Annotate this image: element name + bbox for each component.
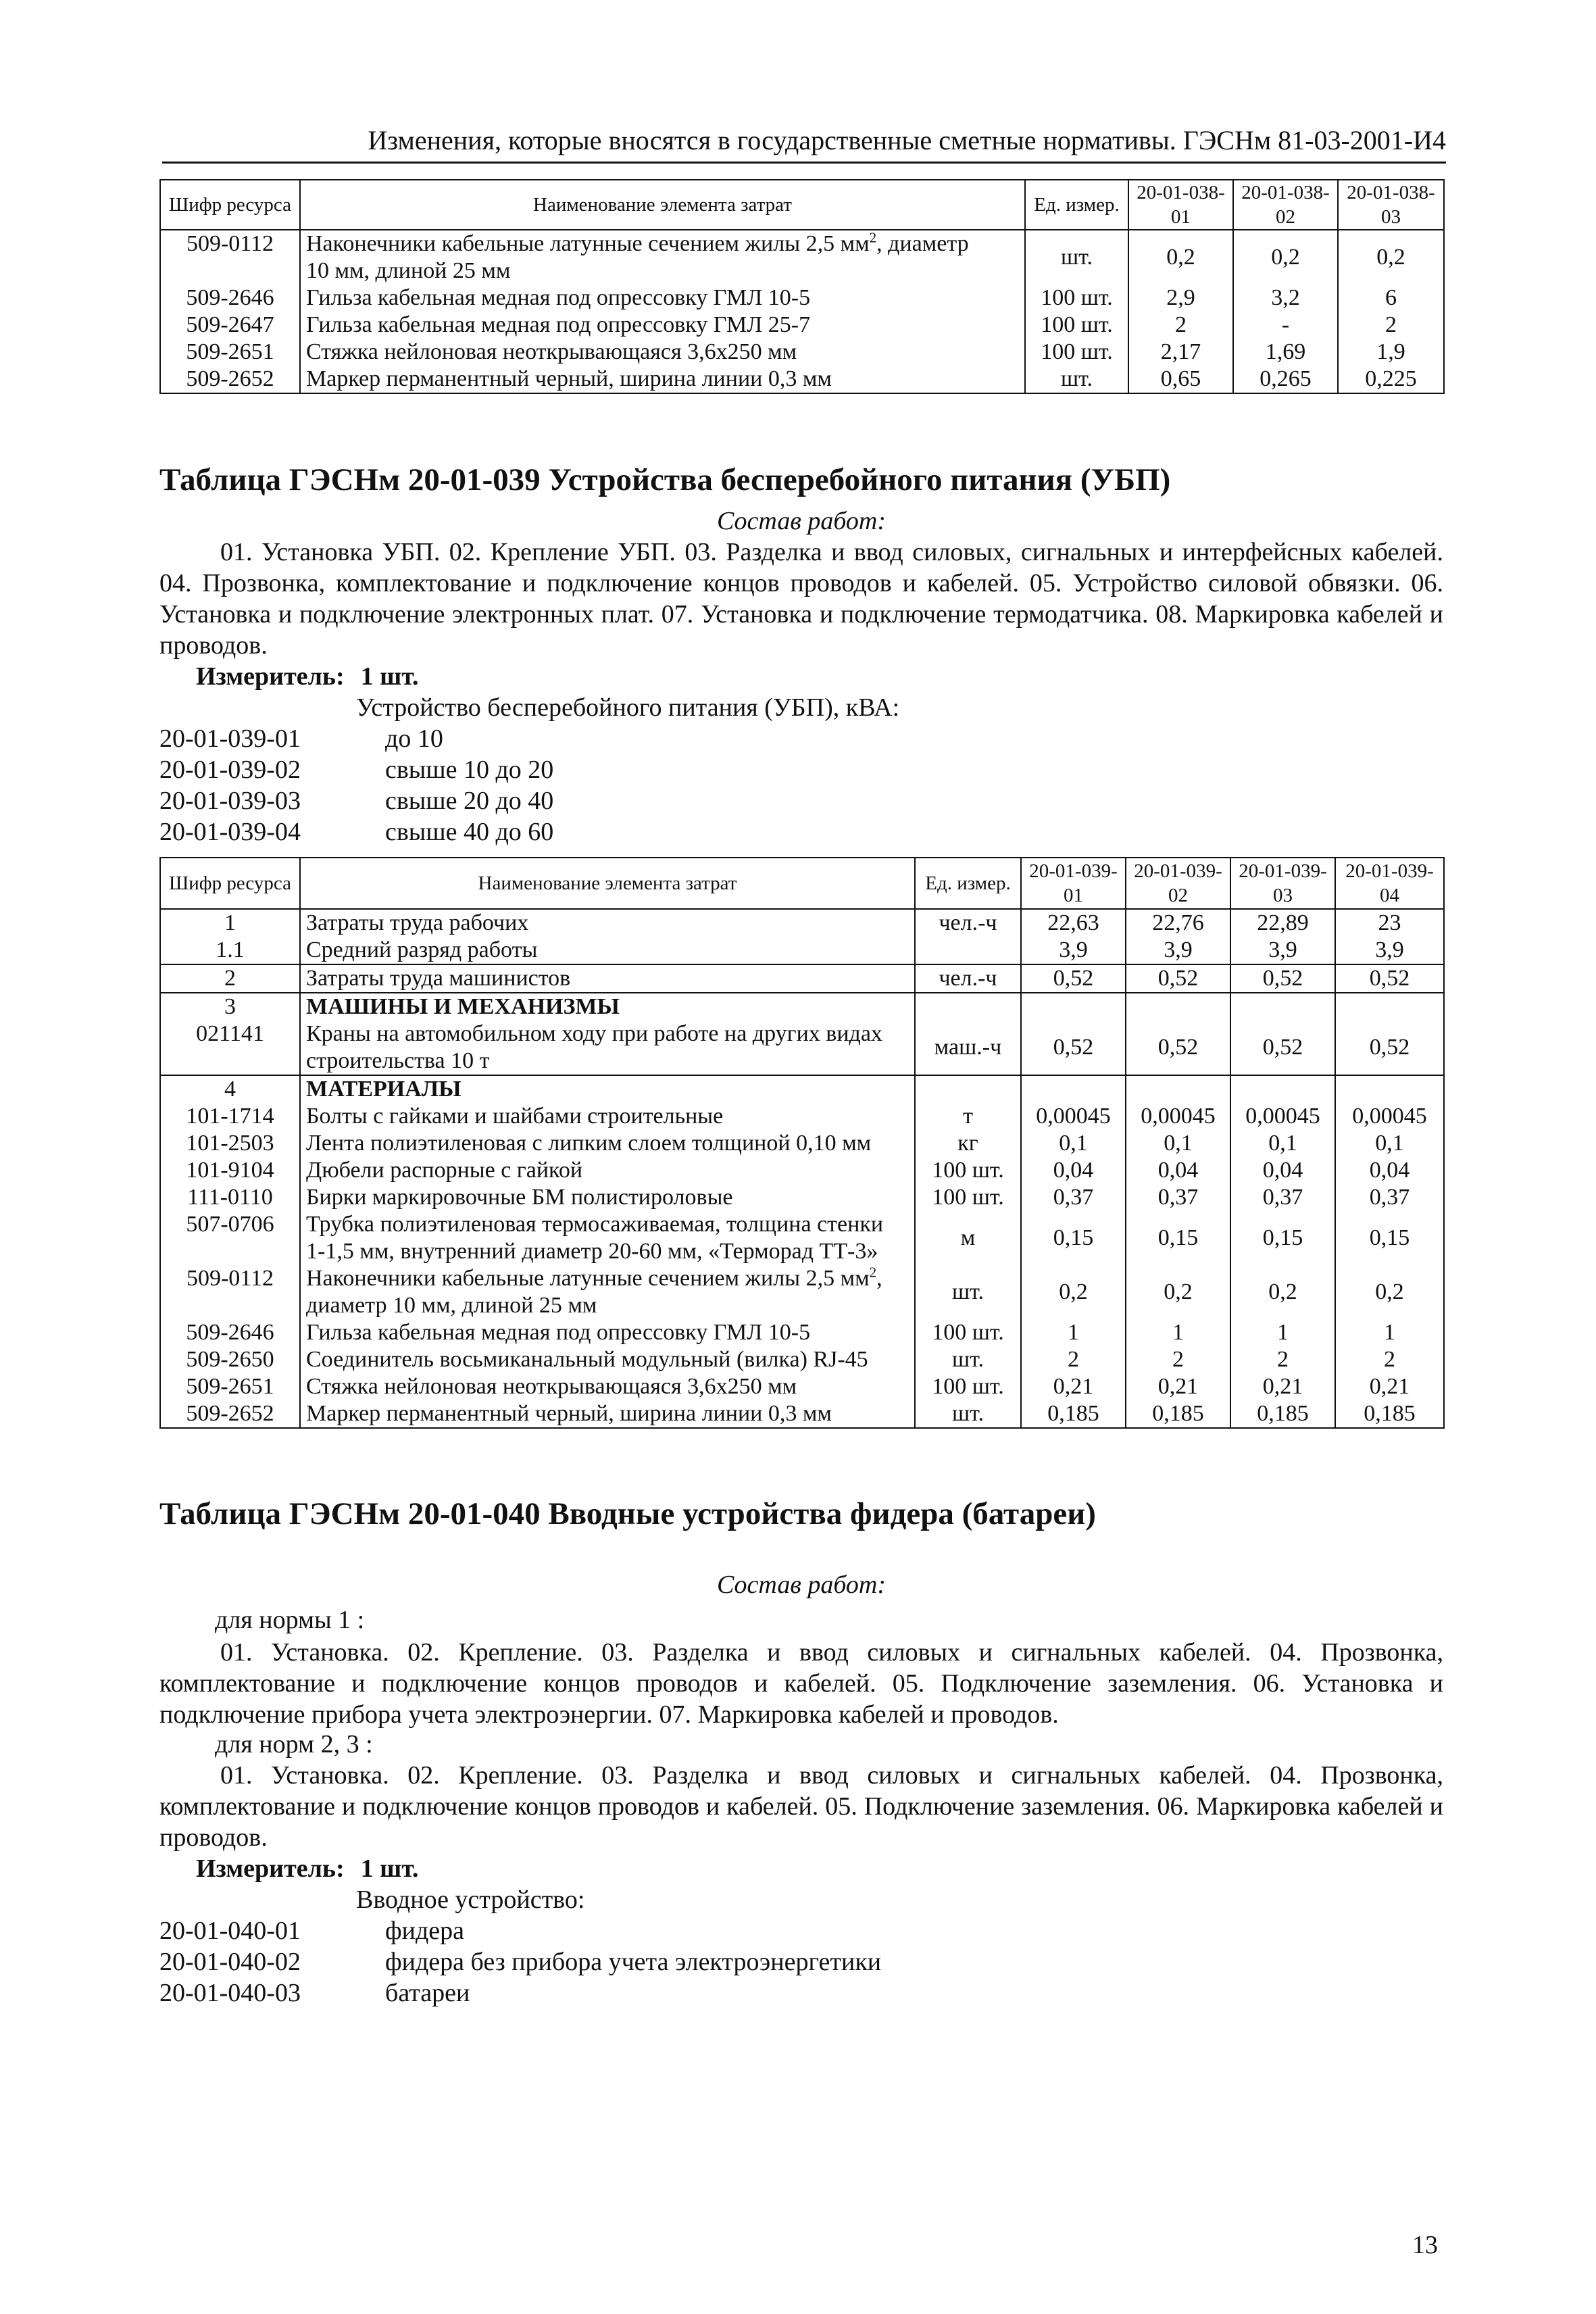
resource-unit: чел.-ч	[915, 964, 1021, 993]
resource-name: Краны на автомобильном ходу при работе на других видах	[300, 1020, 915, 1048]
resource-code: 101-2503	[160, 1130, 300, 1157]
norm-value: 3,9	[1335, 937, 1444, 964]
resource-unit: 100 шт.	[1025, 285, 1128, 312]
norm-value: 0,225	[1338, 366, 1444, 393]
norm-value: 0,37	[1230, 1184, 1335, 1211]
norm-value: -	[1233, 312, 1338, 339]
col-header-norm: 20-01-039-04	[1335, 858, 1444, 909]
crane-row	[160, 1020, 1444, 1048]
norm-value: 0,265	[1233, 366, 1338, 393]
resource-code: 509-2650	[160, 1346, 300, 1373]
resource-name-line2: 10 мм, длиной 25 мм	[300, 257, 1025, 285]
section-code: 3	[160, 993, 300, 1020]
col-header-unit: Ед. измер.	[915, 858, 1021, 909]
resource-code: 509-2646	[160, 285, 300, 312]
norm-value: 0,185	[1335, 1400, 1444, 1428]
resource-code: 509-2651	[160, 339, 300, 366]
norm-2-3-text: 01. Установка. 02. Крепление. 03. Разделка и ввод силовых и сигнальных кабелей. 04. Прозвонка, комплектование и подключение концов проводов и кабелей. 05. Подключение заземления. 06. Маркировка кабелей и проводов.	[159, 1761, 1443, 1852]
resource-name: Болты с гайками и шайбами строительные	[300, 1103, 915, 1130]
machinists-row	[160, 964, 1444, 993]
norm-code-item: 20-01-040-01 фидера	[159, 1917, 465, 1945]
resource-unit: 100 шт.	[915, 1373, 1021, 1400]
norm-code-item: 20-01-039-02 свыше 10 до 20	[159, 756, 554, 784]
norm-value: 0,00045	[1126, 1103, 1230, 1130]
resource-name: Маркер перманентный черный, ширина линии 0,3 мм	[300, 1400, 915, 1428]
col-header-norm: 20-01-039-01	[1021, 858, 1126, 909]
resource-unit: т	[915, 1103, 1021, 1130]
resource-unit: 100 шт.	[915, 1184, 1021, 1211]
col-header-code: Шифр ресурса	[160, 858, 300, 909]
norm-value: 2	[1338, 312, 1444, 339]
norm-value: 3,9	[1126, 937, 1230, 964]
table-row	[160, 312, 1444, 339]
norm-code-list	[159, 723, 553, 847]
resource-unit: маш.-ч	[915, 1020, 1021, 1075]
norm-value: 6	[1338, 285, 1444, 312]
work-composition-text: 01. Установка УБП. 02. Крепление УБП. 03. Разделка и ввод силовых, сигнальных и интерфейсных кабелей. 04. Прозвонка, комплектование и подключение концов проводов и кабелей. 05. Устройство силовой обвязки. 06. Установка и подключение электронных плат. 07. Установка и подключение термодатчика. 08. Маркировка кабелей и проводов.	[159, 538, 1443, 660]
resource-unit: шт.	[915, 1265, 1021, 1319]
norm-value: 22,89	[1230, 909, 1335, 937]
composition-label: Состав работ:	[716, 507, 887, 535]
norm-value: 0,1	[1021, 1130, 1126, 1157]
norm-value: 0,2	[1338, 230, 1444, 285]
norm-value: 0,2	[1126, 1265, 1230, 1319]
resource-code: 509-2652	[160, 366, 300, 393]
grade-row	[160, 937, 1444, 964]
section-row-machines	[160, 993, 1444, 1020]
resource-code: 1.1	[160, 937, 300, 964]
composition-label: Состав работ:	[716, 1571, 887, 1599]
labor-row	[160, 909, 1444, 937]
resource-unit: 100 шт.	[1025, 312, 1128, 339]
resource-unit	[915, 937, 1021, 964]
norm-value: 0,2	[1233, 230, 1338, 285]
norm-value: 2	[1335, 1346, 1444, 1373]
norm-1-label: для нормы 1 :	[215, 1606, 365, 1634]
resource-name: Бирки маркировочные БМ полистироловые	[300, 1184, 915, 1211]
norm-value: 0,00045	[1021, 1103, 1126, 1130]
table-title-040: Таблица ГЭСНм 20-01-040 Вводные устройства фидера (батареи)	[159, 1496, 1096, 1531]
norm-value: 0,2	[1335, 1265, 1444, 1319]
norm-value: 2	[1128, 312, 1233, 339]
resource-unit: кг	[915, 1130, 1021, 1157]
norm-value: 0,52	[1021, 964, 1126, 993]
norm-value: 0,21	[1021, 1373, 1126, 1400]
table-row	[160, 230, 1444, 257]
table-row	[160, 1373, 1444, 1400]
norm-code-list	[159, 1915, 881, 2009]
norm-value: 0,1	[1126, 1130, 1230, 1157]
norm-value: 0,52	[1335, 1020, 1444, 1075]
col-header-norm: 20-01-038-03	[1338, 180, 1444, 230]
resource-unit: шт.	[915, 1400, 1021, 1428]
norm-value: 0,21	[1335, 1373, 1444, 1400]
norm-value: 0,52	[1126, 1020, 1230, 1075]
norm-value: 0,04	[1230, 1157, 1335, 1184]
resource-code: 021141	[160, 1020, 300, 1048]
norm-value: 0,15	[1126, 1211, 1230, 1265]
col-header-norm: 20-01-039-03	[1230, 858, 1335, 909]
norm-value: 1,69	[1233, 339, 1338, 366]
norm-value: 2,17	[1128, 339, 1233, 366]
resource-code: 101-1714	[160, 1103, 300, 1130]
resource-code: 1	[160, 909, 300, 937]
norm-value: 0,21	[1126, 1373, 1230, 1400]
measure-line: Измеритель: 1 шт.	[196, 662, 419, 691]
norm-value: 2	[1126, 1346, 1230, 1373]
norm-value: 1	[1335, 1319, 1444, 1346]
norm-value: 0,37	[1335, 1184, 1444, 1211]
col-header-norm: 20-01-039-02	[1126, 858, 1230, 909]
norm-value: 22,76	[1126, 909, 1230, 937]
resource-name: Наконечники кабельные латунные сечением жилы 2,5 $мм^2$,	[300, 1265, 915, 1292]
norm-value: 0,185	[1126, 1400, 1230, 1428]
resource-unit: 100 шт.	[1025, 339, 1128, 366]
resource-name: Трубка полиэтиленовая термосаживаемая, толщина стенки	[300, 1211, 915, 1238]
table-header-row	[160, 858, 1444, 909]
resource-code: 111-0110	[160, 1184, 300, 1211]
resource-unit: шт.	[1025, 230, 1128, 285]
resource-code: 509-2646	[160, 1319, 300, 1346]
resource-code: 509-2651	[160, 1373, 300, 1400]
resource-code: 2	[160, 964, 300, 993]
norm-value: 0,52	[1021, 1020, 1126, 1075]
resource-unit: шт.	[915, 1346, 1021, 1373]
norm-value: 0,52	[1335, 964, 1444, 993]
resource-name-line2: 1-1,5 мм, внутренний диаметр 20-60 мм, «Терморад ТТ-3»	[300, 1238, 915, 1265]
resource-name-line2: строительства 10 т	[300, 1048, 915, 1075]
norm-value: 0,21	[1230, 1373, 1335, 1400]
resource-name: Соединитель восьмиканальный модульный (вилка) RJ-45	[300, 1346, 915, 1373]
norm-value: 0,52	[1126, 964, 1230, 993]
table-row	[160, 1400, 1444, 1428]
section-title: МАТЕРИАЛЫ	[300, 1075, 915, 1103]
norm-value: 0,1	[1335, 1130, 1444, 1157]
norm-code-item: 20-01-039-04 свыше 40 до 60	[159, 818, 554, 846]
resource-name: Стяжка нейлоновая неоткрывающаяся 3,6х250 мм	[300, 1373, 915, 1400]
resource-code: 507-0706	[160, 1211, 300, 1238]
table-row	[160, 1211, 1444, 1238]
resource-name: Затраты труда рабочих	[300, 909, 915, 937]
norm-value: 0,37	[1021, 1184, 1126, 1211]
resource-table-039	[159, 857, 1445, 1429]
resource-name: Наконечники кабельные латунные сечением жилы 2,5 $мм^2$, диаметр	[300, 230, 1025, 257]
table-title-039: Таблица ГЭСНм 20-01-039 Устройства бесперебойного питания (УБП)	[159, 462, 1171, 497]
norm-value: 3,9	[1230, 937, 1335, 964]
resource-code: 101-9104	[160, 1157, 300, 1184]
norm-value: 1	[1021, 1319, 1126, 1346]
table-row	[160, 1319, 1444, 1346]
norm-code-item: 20-01-040-02 фидера без прибора учета электроэнергетики	[159, 1948, 882, 1976]
device-caption: Вводное устройство:	[356, 1886, 585, 1914]
norm-value: 2	[1021, 1346, 1126, 1373]
col-header-norm: 20-01-038-02	[1233, 180, 1338, 230]
resource-name: Гильза кабельная медная под опрессовку ГМЛ 25-7	[300, 312, 1025, 339]
resource-name: Стяжка нейлоновая неоткрывающаяся 3,6х250 мм	[300, 339, 1025, 366]
col-header-unit: Ед. измер.	[1025, 180, 1128, 230]
table-row	[160, 1157, 1444, 1184]
resource-name: Затраты труда машинистов	[300, 964, 915, 993]
norm-value: 0,52	[1230, 1020, 1335, 1075]
norm-value: 0,1	[1230, 1130, 1335, 1157]
norm-value: 0,185	[1230, 1400, 1335, 1428]
resource-name: Гильза кабельная медная под опрессовку ГМЛ 10-5	[300, 285, 1025, 312]
table-row	[160, 1346, 1444, 1373]
resource-name: Дюбели распорные с гайкой	[300, 1157, 915, 1184]
resource-unit: шт.	[1025, 366, 1128, 393]
norm-value: 1,9	[1338, 339, 1444, 366]
table-row	[160, 1130, 1444, 1157]
table-row	[160, 366, 1444, 393]
section-title: МАШИНЫ И МЕХАНИЗМЫ	[300, 993, 915, 1020]
resource-name: Лента полиэтиленовая с липким слоем толщиной 0,10 мм	[300, 1130, 915, 1157]
section-code: 4	[160, 1075, 300, 1103]
resource-table-038	[159, 179, 1445, 394]
norm-value: 22,63	[1021, 909, 1126, 937]
resource-name: Маркер перманентный черный, ширина линии 0,3 мм	[300, 366, 1025, 393]
norm-value: 2	[1230, 1346, 1335, 1373]
resource-code: 509-2647	[160, 312, 300, 339]
page-number: 13	[1412, 2231, 1438, 2259]
table-header-row	[160, 180, 1444, 230]
norm-value: 0,2	[1230, 1265, 1335, 1319]
resource-unit: чел.-ч	[915, 909, 1021, 937]
table-row	[160, 1184, 1444, 1211]
norm-value: 0,15	[1021, 1211, 1126, 1265]
table-row	[160, 1265, 1444, 1292]
section-row-materials	[160, 1075, 1444, 1103]
norm-value: 0,2	[1128, 230, 1233, 285]
resource-unit: 100 шт.	[915, 1157, 1021, 1184]
norm-value: 3,2	[1233, 285, 1338, 312]
table-row	[160, 339, 1444, 366]
norm-value: 0,04	[1335, 1157, 1444, 1184]
norm-value: 0,04	[1126, 1157, 1230, 1184]
resource-code: 509-0112	[160, 1265, 300, 1292]
norm-1-text: 01. Установка. 02. Крепление. 03. Разделка и ввод силовых и сигнальных кабелей. 04. Прозвонка, комплектование и подключение концов проводов и кабелей. 05. Подключение заземления. 06. Установка и подключение прибора учета электроэнергии. 07. Маркировка кабелей и проводов.	[159, 1638, 1443, 1729]
norm-value: 0,2	[1021, 1265, 1126, 1319]
resource-unit: м	[915, 1211, 1021, 1265]
col-header-name: Наименование элемента затрат	[300, 858, 915, 909]
norm-value: 0,37	[1126, 1184, 1230, 1211]
table-row	[160, 1103, 1444, 1130]
norm-value: 0,00045	[1230, 1103, 1335, 1130]
col-header-name: Наименование элемента затрат	[300, 180, 1025, 230]
device-caption: Устройство бесперебойного питания (УБП), кВА:	[356, 693, 900, 722]
resource-name-line2: диаметр 10 мм, длиной 25 мм	[300, 1292, 915, 1319]
resource-name: Гильза кабельная медная под опрессовку ГМЛ 10-5	[300, 1319, 915, 1346]
norm-value: 23	[1335, 909, 1444, 937]
resource-code: 509-2652	[160, 1400, 300, 1428]
col-header-code: Шифр ресурса	[160, 180, 300, 230]
norm-value: 0,00045	[1335, 1103, 1444, 1130]
table-row	[160, 285, 1444, 312]
norm-value: 0,04	[1021, 1157, 1126, 1184]
norm-value: 1	[1230, 1319, 1335, 1346]
measure-line: Измеритель: 1 шт.	[196, 1854, 419, 1883]
resource-name: Средний разряд работы	[300, 937, 915, 964]
norm-value: 2,9	[1128, 285, 1233, 312]
norm-value: 0,65	[1128, 366, 1233, 393]
norm-value: 0,52	[1230, 964, 1335, 993]
running-header: Изменения, которые вносятся в государственные сметные нормативы. ГЭСНм 81-03-2001-И4	[162, 124, 1446, 164]
norm-value: 3,9	[1021, 937, 1126, 964]
norm-value: 1	[1126, 1319, 1230, 1346]
resource-code: 509-0112	[160, 230, 300, 257]
norm-value: 0,185	[1021, 1400, 1126, 1428]
norm-2-3-label: для норм 2, 3 :	[215, 1730, 373, 1758]
norm-code-item: 20-01-039-03 свыше 20 до 40	[159, 787, 554, 815]
resource-unit: 100 шт.	[915, 1319, 1021, 1346]
col-header-norm: 20-01-038-01	[1128, 180, 1233, 230]
norm-value: 0,15	[1335, 1211, 1444, 1265]
norm-code-item: 20-01-040-03 батареи	[159, 1979, 470, 2007]
norm-value: 0,15	[1230, 1211, 1335, 1265]
norm-code-item: 20-01-039-01 до 10	[159, 724, 443, 753]
